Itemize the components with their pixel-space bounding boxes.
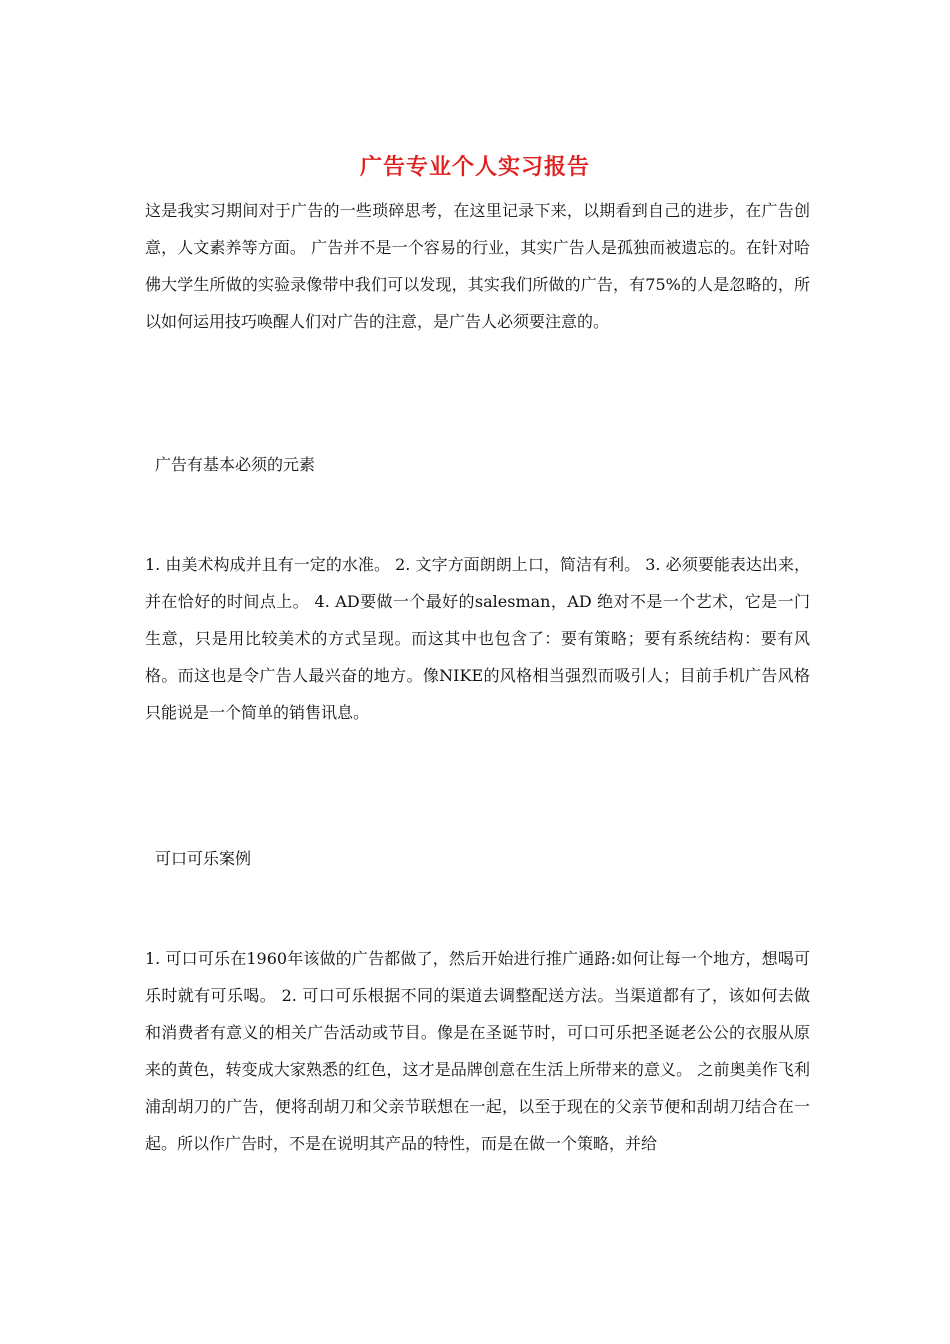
section-body-coca-cola: 1. 可口可乐在1960年该做的广告都做了，然后开始进行推广通路:如何让每一个地方，想喝可乐时就有可乐喝。 2. 可口可乐根据不同的渠道去调整配送方法。当渠道都有了，该如何去做和消费者有意义的相关广告活动或节目。像是在圣诞节时，可口可乐把圣诞老公公的衣服从原来的黄色，转变成大家熟悉的红色，这才是品牌创意在生活上所带来的意义。 之前奥美作飞利浦刮胡刀的广告，便将刮胡刀和父亲节联想在一起，以至于现在的父亲节便和刮胡刀结合在一起。所以作广告时，不是在说明其产品的特性，而是在做一个策略，并给	[145, 949, 810, 1153]
section-heading-coca-cola: 可口可乐案例	[155, 849, 252, 868]
intro-paragraph: 这是我实习期间对于广告的一些琐碎思考，在这里记录下来，以期看到自己的进步，在广告创意，人文素养等方面。 广告并不是一个容易的行业，其实广告人是孤独而被遗忘的。在针对哈佛大学生所做的实验录像带中我们可以发现，其实我们所做的广告，有75%的人是忽略的，所以如何运用技巧唤醒人们对广告的注意，是广告人必须要注意的。	[145, 201, 810, 331]
section-body-elements: 1. 由美术构成并且有一定的水准。 2. 文字方面朗朗上口，简洁有利。 3. 必须要能表达出来，并在恰好的时间点上。 4. AD要做一个最好的salesman，AD 绝对不是一个艺术，它是一门生意，只是用比较美术的方式呈现。而这其中也包含了：要有策略；要有系统结构：要有风格。而这也是令广告人最兴奋的地方。像NIKE的风格相当强烈而吸引人；目前手机广告风格只能说是一个简单的销售讯息。	[145, 555, 810, 722]
document-title: 广告专业个人实习报告	[359, 154, 590, 180]
section-heading-elements: 广告有基本必须的元素	[155, 455, 316, 474]
